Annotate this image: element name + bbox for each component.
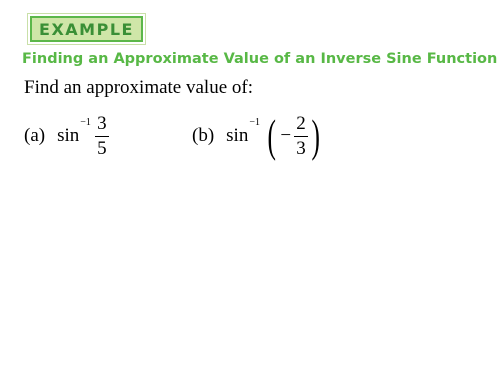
part-a-fraction <box>95 114 109 159</box>
part-a-exponent: −1 <box>80 117 91 128</box>
part-a-fn-name: sin <box>57 125 80 146</box>
problem-prompt: Find an approximate value of: <box>24 77 253 98</box>
part-b-numerator: 2 <box>296 112 306 134</box>
part-b-label: (b) <box>192 125 215 146</box>
part-b-fraction-bar <box>294 136 308 137</box>
part-b-function <box>226 117 264 147</box>
part-b-left-paren: ( <box>267 110 276 161</box>
example-badge <box>27 13 146 45</box>
example-title: Finding an Approximate Value of an Inverse Sine Function <box>22 51 498 67</box>
example-badge-inner <box>30 16 143 42</box>
part-b <box>192 112 323 160</box>
part-a-function <box>57 117 95 147</box>
example-badge-label: EXAMPLE <box>39 19 134 39</box>
part-b-exponent: −1 <box>249 117 260 128</box>
part-a-denominator: 5 <box>97 137 107 159</box>
part-a-fraction-bar <box>95 136 109 137</box>
part-b-right-paren: ) <box>311 110 320 161</box>
part-b-negative-sign: − <box>280 125 292 146</box>
part-b-fn-name: sin <box>226 125 249 146</box>
part-a <box>24 112 109 160</box>
part-b-denominator: 3 <box>296 137 306 159</box>
part-a-numerator: 3 <box>97 112 107 134</box>
part-a-label: (a) <box>24 125 46 146</box>
part-b-fraction <box>294 114 308 159</box>
